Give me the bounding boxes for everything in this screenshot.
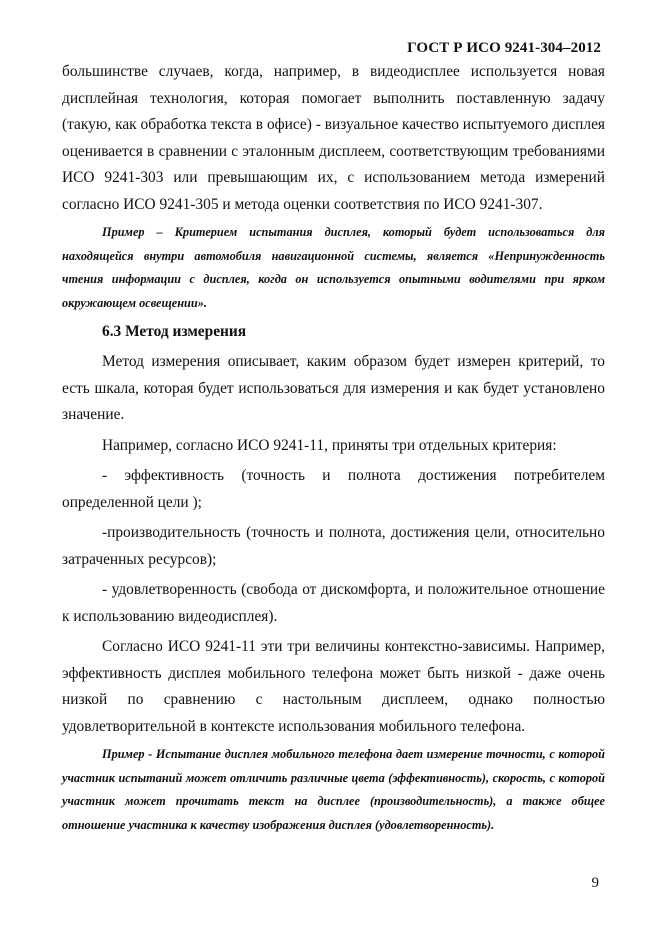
example-note-navigation: Пример – Критерием испытания дисплея, который будет использоваться для находящейся внутри автомобиля навигационной системы, является «Непринужденность чтения информации с дисплея, когда он используется опытными водителями при ярком окружающем освещении». bbox=[62, 225, 605, 310]
paragraph-criteria-intro: Например, согласно ИСО 9241-11, приняты три отдельных критерия: bbox=[102, 436, 557, 454]
section-heading-6-3: 6.3 Метод измерения bbox=[102, 323, 247, 340]
example-note-mobile: Пример - Испытание дисплея мобильного телефона дает измерение точности, с которой участник испытаний может отличить различные цвета (эффективность), скорость, с которой участник может прочитать текст на дисплее (производительность), а также общее отношение участника к качеству изображения дисплея (удовлетворенность). bbox=[62, 747, 605, 832]
list-item-satisfaction: - удовлетворенность (свобода от дискомфорта, и положительное отношение к использованию видеодисплея). bbox=[62, 581, 605, 625]
list-item-productivity: -производительность (точность и полнота, достижения цели, относительно затраченных ресурсов); bbox=[62, 524, 605, 568]
paragraph-context-dependence: Согласно ИСО 9241-11 эти три величины контекстно-зависимы. Например, эффективность дисплея мобильного телефона может быть низкой - даже очень низкой по сравнению с настольным дисплеем, однако полностью удовлетворительной в контексте использования мобильного телефона. bbox=[62, 638, 605, 735]
document-body bbox=[62, 59, 605, 837]
paragraph-method-description: Метод измерения описывает, каким образом будет измерен критерий, то есть шкала, которая будет использоваться для измерения и как будет установлено значение. bbox=[62, 353, 605, 423]
list-item-effectiveness: - эффективность (точность и полнота достижения потребителем определенной цели ); bbox=[62, 467, 605, 511]
document-header: ГОСТ Р ИСО 9241-304–2012 bbox=[407, 40, 601, 56]
page-number: 9 bbox=[591, 875, 599, 891]
paragraph-intro-continuation: большинстве случаев, когда, например, в видеодисплее используется новая дисплейная технология, которая помогает выполнить поставленную задачу (такую, как обработка текста в офисе) - визуальное качество испытуемого дисплея оценивается в сравнении с эталонным дисплеем, соответствующим требованиями ИСО 9241-303 или превышающим их, с использованием метода измерений согласно ИСО 9241-305 и метода оценки соответствия по ИСО 9241-307. bbox=[62, 63, 605, 213]
